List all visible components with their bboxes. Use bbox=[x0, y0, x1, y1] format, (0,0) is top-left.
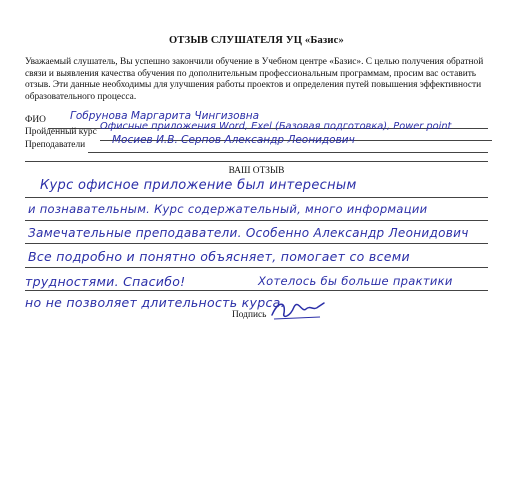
teachers-line-2 bbox=[25, 161, 488, 162]
course-handwritten: Офисные приложения Word, Exel (Базовая подготовка), Power point bbox=[100, 121, 452, 132]
review-line: трудностями. Спасибо! bbox=[25, 274, 186, 289]
teachers-line bbox=[88, 152, 488, 153]
intro-paragraph: Уважаемый слушатель, Вы успешно закончили обучение в Учебном центре «Базис». С целью получения обратной связи и выявления качества обучения по дополнительным профессиональным программам, просим вас оставить отзыв. Эти данные необходимы для улучшения работы проектов и определения путей повышения эффективности образовательного процесса. bbox=[25, 57, 484, 102]
signature-mark bbox=[268, 295, 328, 323]
review-line: Замечательные преподаватели. Особенно Александр Леонидович bbox=[28, 226, 469, 240]
review-heading: ВАШ ОТЗЫВ bbox=[228, 166, 285, 176]
teachers-label: Преподаватели bbox=[25, 140, 86, 150]
review-line: но не позволяет длительность курса. bbox=[25, 295, 285, 310]
review-insert: Хотелось бы больше практики bbox=[258, 274, 453, 288]
review-rule bbox=[25, 220, 488, 221]
review-rule bbox=[25, 197, 488, 198]
fio-handwritten: Гобрунова Маргарита Чингизовна bbox=[70, 110, 260, 122]
course-label: Пройденный курс bbox=[25, 127, 97, 137]
review-rule bbox=[25, 267, 488, 268]
fio-label: ФИО bbox=[25, 115, 46, 125]
review-rule bbox=[25, 243, 488, 244]
signature-label: Подпись bbox=[232, 310, 267, 320]
form-title: ОТЗЫВ СЛУШАТЕЛЯ УЦ «Базис» bbox=[169, 35, 344, 46]
review-line: Курс офисное приложение был интересным bbox=[40, 178, 357, 193]
review-rule bbox=[25, 290, 488, 291]
review-line: Все подробно и понятно объясняет, помогает со всеми bbox=[28, 249, 410, 264]
review-line: и познавательным. Курс содержательный, много информации bbox=[28, 202, 428, 216]
teachers-handwritten: Мосиев И.В. Серпов Александр Леонидович bbox=[112, 134, 355, 146]
